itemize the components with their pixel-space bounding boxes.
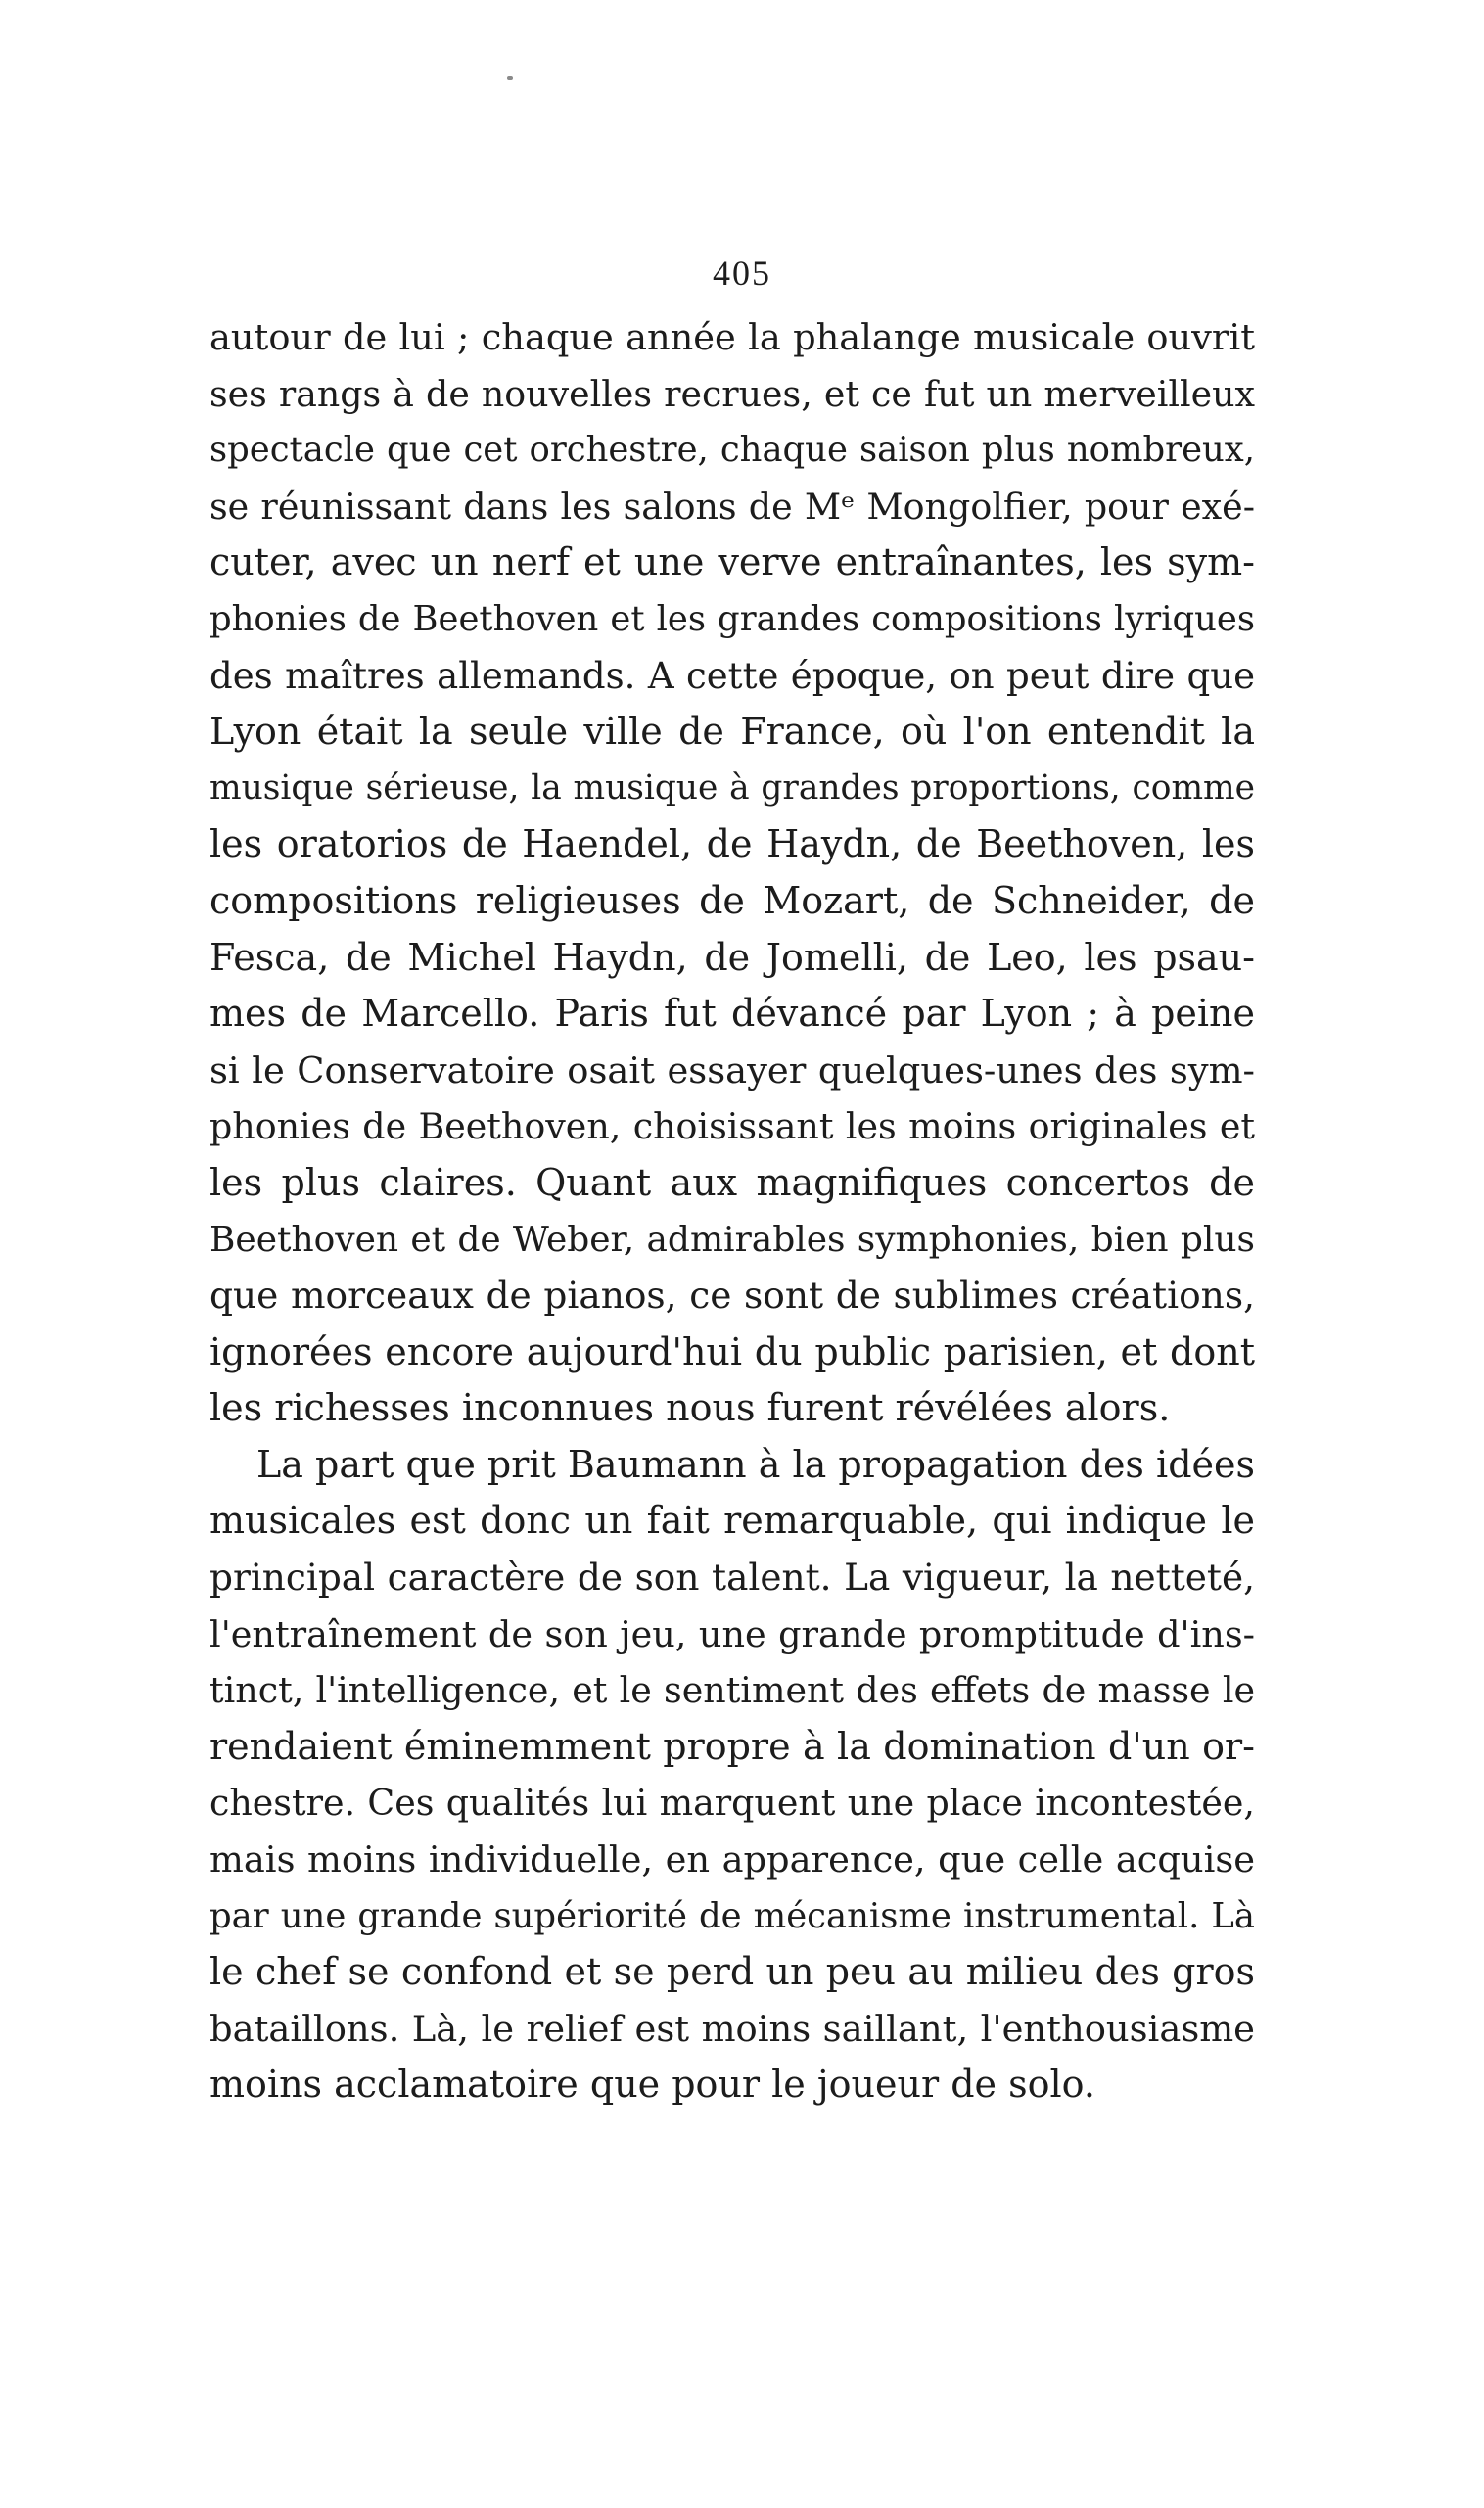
text-line: ses rangs à de nouvelles recrues, et ce fut un merveilleux <box>209 372 1255 415</box>
text-line: les plus claires. Quant aux magnifiques concertos de <box>209 1160 1255 1204</box>
text-line: Beethoven et de Weber, admirables symphonies, bien plus <box>209 1219 1255 1260</box>
text-line: moins acclamatoire que pour le joueur de solo. <box>209 2063 1095 2107</box>
text-line: rendaient éminemment propre à la domination d'un or- <box>209 1724 1255 1768</box>
text-line: bataillons. Là, le relief est moins saillant, l'enthousiasme <box>209 2007 1255 2050</box>
text-line: spectacle que cet orchestre, chaque saison plus nombreux, <box>209 430 1255 471</box>
text-line: autour de lui ; chaque année la phalange musicale ouvrit <box>209 316 1255 358</box>
paragraph-1 <box>209 309 1255 1437</box>
text-line: principal caractère de son talent. La vigueur, la netteté, <box>209 1556 1255 1600</box>
paper-speck <box>507 76 513 80</box>
paragraph-2 <box>209 1437 1255 2113</box>
text-line: par une grande supériorité de mécanisme instrumental. Là <box>209 1895 1255 1936</box>
text-line: phonies de Beethoven et les grandes compositions lyriques <box>209 598 1255 639</box>
text-line: musique sérieuse, la musique à grandes proportions, comme <box>209 767 1255 808</box>
page-number: 405 <box>713 254 771 293</box>
text-line: cuter, avec un nerf et une verve entraînantes, les sym- <box>209 540 1255 584</box>
text-line: les richesses inconnues nous furent révélées alors. <box>209 1386 1171 1430</box>
text-line: si le Conservatoire osait essayer quelques-unes des sym- <box>209 1048 1255 1091</box>
text-line: l'entraînement de son jeu, une grande promptitude d'ins- <box>209 1612 1255 1655</box>
text-line: mes de Marcello. Paris fut dévancé par Lyon ; à peine <box>209 992 1255 1036</box>
text-line: que morceaux de pianos, ce sont de sublimes créations, <box>209 1274 1255 1318</box>
text-line: mais moins individuelle, en apparence, que celle acquise <box>209 1838 1255 1881</box>
text-line: chestre. Ces qualités lui marquent une place incontestée, <box>209 1782 1255 1825</box>
text-line: tinct, l'intelligence, et le sentiment des effets de masse le <box>209 1669 1255 1712</box>
text-line: La part que prit Baumann à la propagation des idées <box>256 1442 1255 1486</box>
body-text <box>209 309 1255 2113</box>
text-line: le chef se confond et se perd un peu au milieu des gros <box>209 1950 1255 1994</box>
text-line: Fesca, de Michel Haydn, de Jomelli, de Leo, les psau- <box>209 935 1255 979</box>
text-line: les oratorios de Haendel, de Haydn, de Beethoven, les <box>209 822 1255 866</box>
text-line: se réunissant dans les salons de Mᵉ Mongolfier, pour exé- <box>209 485 1255 528</box>
text-line: des maîtres allemands. A cette époque, on peut dire que <box>209 654 1255 697</box>
text-line: phonies de Beethoven, choisissant les moins originales et <box>209 1105 1255 1148</box>
text-line: musicales est donc un fait remarquable, qui indique le <box>209 1499 1255 1543</box>
text-line: ignorées encore aujourd'hui du public parisien, et dont <box>209 1329 1255 1373</box>
text-line: compositions religieuses de Mozart, de Schneider, de <box>209 878 1255 922</box>
text-line: Lyon était la seule ville de France, où l'on entendit la <box>209 710 1255 754</box>
